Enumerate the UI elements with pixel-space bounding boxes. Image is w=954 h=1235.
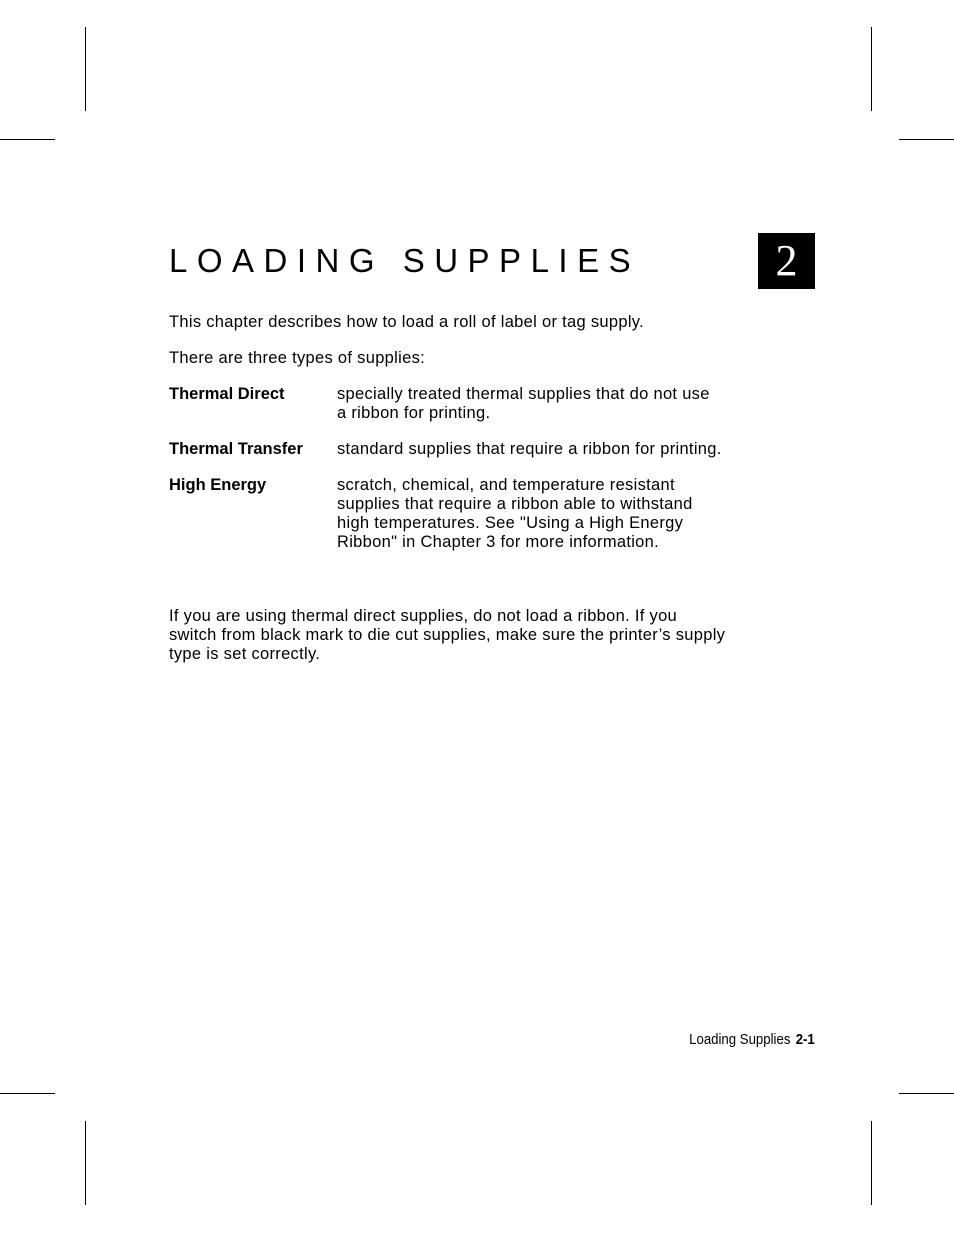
crop-mark-bottom-left-horizontal	[0, 1093, 55, 1094]
list-item	[169, 440, 749, 459]
chapter-tab: 2	[758, 233, 815, 289]
supply-type-term: Thermal Transfer	[169, 440, 303, 458]
supply-type-description: scratch, chemical, and temperature resistant supplies that require a ribbon able to withstand high temperatures. See "Using a High Energy Ribbon" in Chapter 3 for more information.	[337, 476, 693, 551]
footer-section-title: Loading Supplies	[689, 1031, 791, 1048]
crop-mark-bottom-right-horizontal	[899, 1093, 954, 1094]
page-number: 2-1	[795, 1031, 815, 1048]
page-footer	[689, 1031, 815, 1048]
supply-types-list	[169, 385, 749, 569]
list-item	[169, 476, 749, 552]
supply-type-description: standard supplies that require a ribbon for printing.	[337, 440, 722, 458]
crop-mark-bottom-left-vertical	[85, 1121, 86, 1205]
supply-type-term: High Energy	[169, 476, 267, 494]
list-item	[169, 385, 749, 423]
intro-paragraph: This chapter describes how to load a roll of label or tag supply.	[169, 313, 645, 331]
crop-mark-top-right-horizontal	[899, 139, 954, 140]
crop-mark-top-right-vertical	[871, 27, 872, 111]
supply-type-description: specially treated thermal supplies that do not use a ribbon for printing.	[337, 385, 710, 422]
types-intro-paragraph: There are three types of supplies:	[169, 349, 425, 367]
crop-mark-top-left-vertical	[85, 27, 86, 111]
crop-mark-top-left-horizontal	[0, 139, 55, 140]
crop-mark-bottom-right-vertical	[871, 1121, 872, 1205]
supply-type-term: Thermal Direct	[169, 385, 285, 403]
page-title: LOADING SUPPLIES	[169, 242, 641, 279]
closing-paragraph: If you are using thermal direct supplies, do not load a ribbon. If you switch from black mark to die cut supplies, make sure the printer’s supply type is set correctly.	[169, 607, 726, 663]
